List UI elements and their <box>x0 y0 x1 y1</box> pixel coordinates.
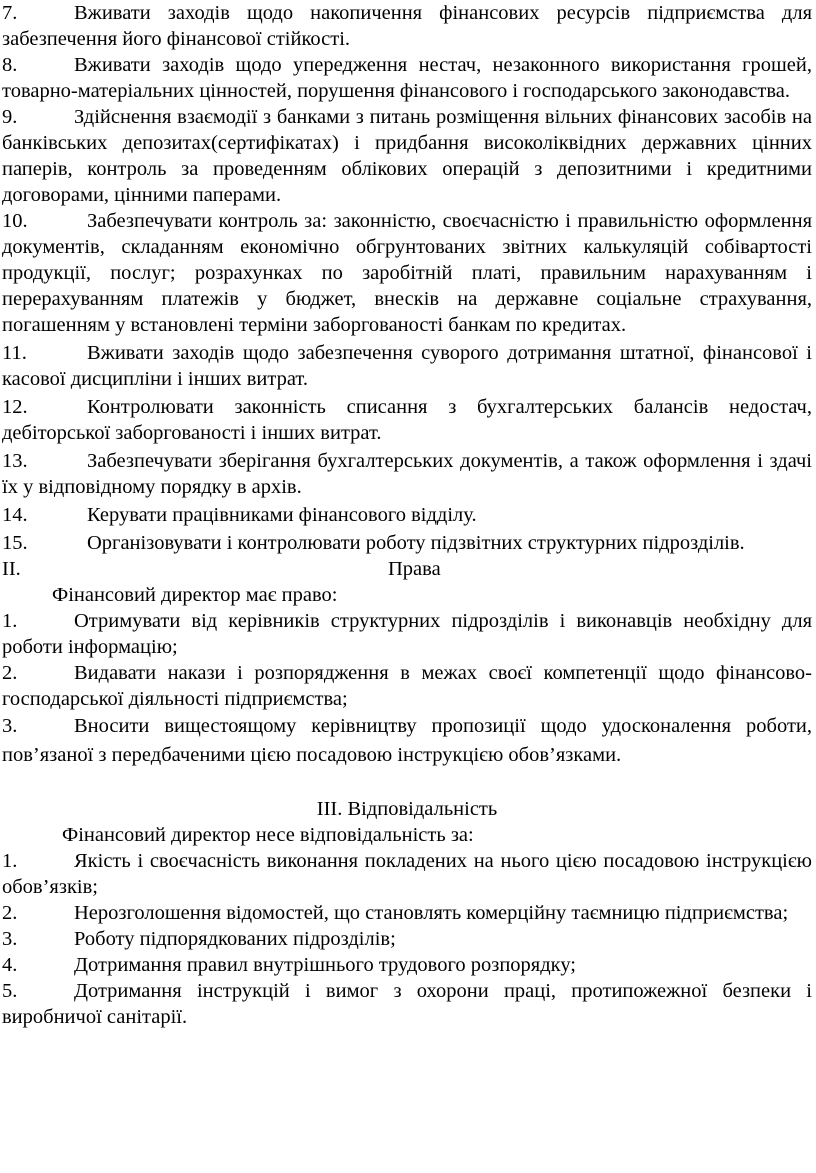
item-text: Якість і своєчасність виконання покладених на нього цією посадовою інструкцією обов’язків; <box>2 850 812 898</box>
item-number: 10. <box>2 210 28 232</box>
item-text: Забезпечувати контроль за: законністю, своєчасністю і правильністю оформлення документів, складанням економічно обгрунтованих звітних калькуляцій собівартості продукції, послуг; розрахунках по заробітній платі, правильним нарахуванням і перерахуванням платежів у бюджет, внесків на державне соціальне страхування, погашенням у встановлені терміни заборгованості банкам по кредитах. <box>2 210 812 336</box>
rights-item-1 <box>2 608 812 660</box>
item-number: 15. <box>2 532 28 554</box>
item-text: Нерозголошення відомостей, що становлять комерційну таємницю підприємства; <box>74 902 789 924</box>
responsibility-intro: Фінансовий директор несе відповідальність за: <box>62 824 474 846</box>
item-text: Здійснення взаємодії з банками з питань розміщення вільних фінансових засобів на банківських депозитах(сертифікатах) і придбання високоліквідних державних цінних паперів, контроль за проведенням облікових операцій з депозитними і кредитними договорами, цінними паперами. <box>2 106 812 206</box>
responsibility-item-5 <box>2 978 812 1030</box>
document-page <box>2 0 812 1030</box>
item-number: 13. <box>2 450 28 472</box>
duty-item-15 <box>2 530 812 556</box>
section-title: Права <box>388 558 441 580</box>
item-number: 12. <box>2 396 28 418</box>
responsibility-item-2 <box>2 900 812 926</box>
item-text: Вживати заходів щодо забезпечення суворого дотримання штатної, фінансової і касової дисципліни і інших витрат. <box>2 342 812 390</box>
item-text: Роботу підпорядкованих підрозділів; <box>74 928 396 950</box>
section-number: ІІ. <box>2 558 21 580</box>
item-number: 11. <box>2 342 27 364</box>
responsibility-item-4 <box>2 952 812 978</box>
item-text: Керувати працівниками фінансового відділу. <box>87 504 477 526</box>
duty-item-14 <box>2 502 812 528</box>
item-number: 9. <box>2 106 18 128</box>
item-number: 4. <box>2 954 18 976</box>
duty-item-12 <box>2 394 812 446</box>
duty-item-8 <box>2 52 812 104</box>
item-number: 2. <box>2 902 18 924</box>
item-text: Вживати заходів щодо упередження нестач, незаконного використання грошей, товарно-матеріальних цінностей, порушення фінансового і господарського законодавства. <box>2 54 812 102</box>
responsibility-item-3 <box>2 926 812 952</box>
responsibility-section-heading: ІІІ. Відповідальність <box>316 798 498 820</box>
section-spacer <box>2 770 812 796</box>
item-number: 8. <box>2 54 18 76</box>
item-text: Дотримання правил внутрішнього трудового розпорядку; <box>74 954 576 976</box>
rights-item-3 <box>2 712 812 770</box>
duty-item-9 <box>2 104 812 208</box>
item-number: 1. <box>2 610 18 632</box>
item-text: Отримувати від керівників структурних підрозділів і виконавців необхідну для роботи інформацію; <box>2 610 812 658</box>
item-text: Вносити вищестоящому керівництву пропозиції щодо удосконалення роботи, пов’язаної з передбаченими цією посадовою інструкцією обов’язками. <box>2 715 812 766</box>
rights-intro: Фінансовий директор має право: <box>52 584 338 606</box>
item-text: Видавати накази і розпорядження в межах своєї компетенції щодо фінансово-господарської діяльності підприємства; <box>2 662 812 710</box>
duty-item-7 <box>2 0 812 52</box>
item-number: 3. <box>2 928 18 950</box>
duty-item-10 <box>2 208 812 338</box>
rights-item-2 <box>2 660 812 712</box>
item-number: 14. <box>2 504 28 526</box>
item-number: 2. <box>2 662 18 684</box>
duty-item-13 <box>2 448 812 500</box>
item-text: Дотримання інструкцій і вимог з охорони праці, протипожежної безпеки і виробничої санітарії. <box>2 980 812 1028</box>
item-text: Вживати заходів щодо накопичення фінансових ресурсів підприємства для забезпечення його фінансової стійкості. <box>2 2 812 50</box>
item-number: 7. <box>2 2 18 24</box>
item-number: 5. <box>2 980 18 1002</box>
item-text: Контролювати законність списання з бухгалтерських балансів недостач, дебіторської заборгованості і інших витрат. <box>2 396 812 444</box>
item-text: Організовувати і контролювати роботу підзвітних структурних підрозділів. <box>87 532 745 554</box>
rights-section-heading <box>2 556 812 582</box>
item-text: Забезпечувати зберігання бухгалтерських документів, а також оформлення і здачі їх у відповідному порядку в архів. <box>2 450 812 498</box>
duty-item-11 <box>2 340 812 392</box>
item-number: 3. <box>2 715 18 737</box>
item-number: 1. <box>2 850 18 872</box>
responsibility-item-1 <box>2 848 812 900</box>
